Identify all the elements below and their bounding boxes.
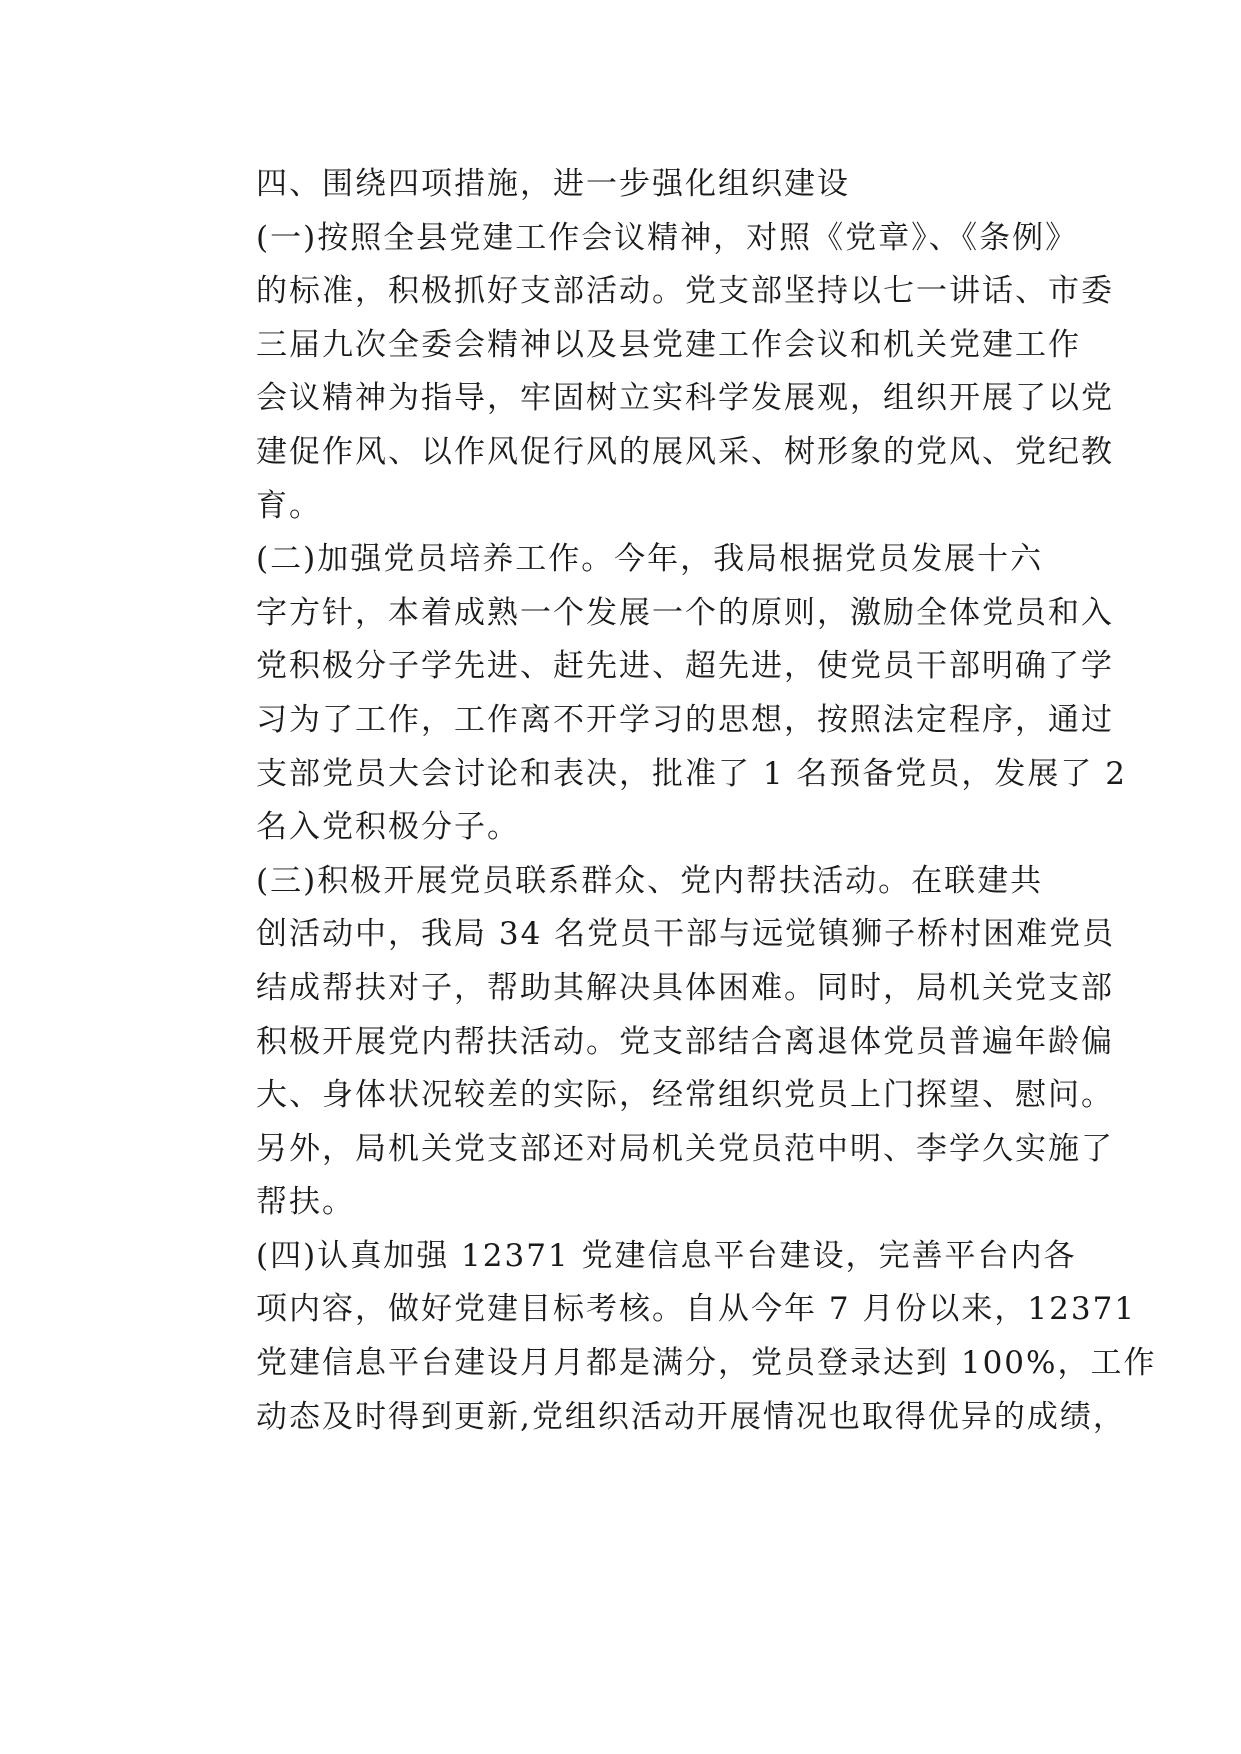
paragraph-line: 党建信息平台建设月月都是满分，党员登录达到 100%，工作 [256,1345,1157,1382]
paragraph-line: 积极开展党内帮扶活动。党支部结合离退体党员普遍年龄偏 [256,1023,1114,1060]
paragraph-line: (三)积极开展党员联系群众、党内帮扶活动。在联建共 [256,862,1044,899]
paragraph-line: 动态及时得到更新,党组织活动开展情况也取得优异的成绩， [256,1398,1126,1435]
paragraph-line: 习为了工作，工作离不开学习的思想，按照法定程序，通过 [256,701,1114,738]
paragraph-line: 的标准，积极抓好支部活动。党支部坚持以七一讲话、市委 [256,273,1114,310]
paragraph-line: 结成帮扶对子，帮助其解决具体困难。同时，局机关党支部 [256,969,1114,1006]
paragraph-line: 项内容，做好党建目标考核。自从今年 7 月份以来，12371 [256,1291,1137,1328]
paragraph-line: (四)认真加强 12371 党建信息平台建设，完善平台内各 [256,1237,1077,1274]
paragraph-line: 字方针，本着成熟一个发展一个的原则，激励全体党员和入 [256,594,1114,631]
paragraph-line: (一)按照全县党建工作会议精神，对照《党章》、《条例》 [256,219,1079,256]
paragraph-line: (二)加强党员培养工作。今年，我局根据党员发展十六 [256,541,1044,578]
paragraph-line: 建促作风、以作风促行风的展风采、树形象的党风、党纪教 [256,433,1114,470]
paragraph-2 [190,533,1128,855]
paragraph-line: 党积极分子学先进、赶先进、超先进，使党员干部明确了学 [256,648,1114,685]
paragraph-line: 帮扶。 [256,1184,355,1221]
paragraph-3 [190,855,1116,1230]
section-heading: 四、围绕四项措施，进一步强化组织建设 [256,166,850,202]
paragraph-4 [190,1230,1157,1444]
paragraph-line: 创活动中，我局 34 名党员干部与远觉镇狮子桥村困难党员 [256,916,1116,953]
paragraph-1 [190,212,1114,534]
paragraph-line: 三届九次全委会精神以及县党建工作会议和机关党建工作 [256,326,1081,363]
paragraph-line: 大、身体状况较差的实际，经常组织党员上门探望、慰问。 [256,1077,1114,1114]
paragraph-line: 另外，局机关党支部还对局机关党员范中明、李学久实施了 [256,1130,1114,1167]
paragraph-line: 会议精神为指导，牢固树立实科学发展观，组织开展了以党 [256,380,1114,417]
paragraph-line: 名入党积极分子。 [256,809,520,846]
paragraph-line: 育。 [256,487,322,524]
paragraph-line: 支部党员大会讨论和表决，批准了 1 名预备党员，发展了 2 [256,755,1128,792]
document-body [190,158,1157,1444]
